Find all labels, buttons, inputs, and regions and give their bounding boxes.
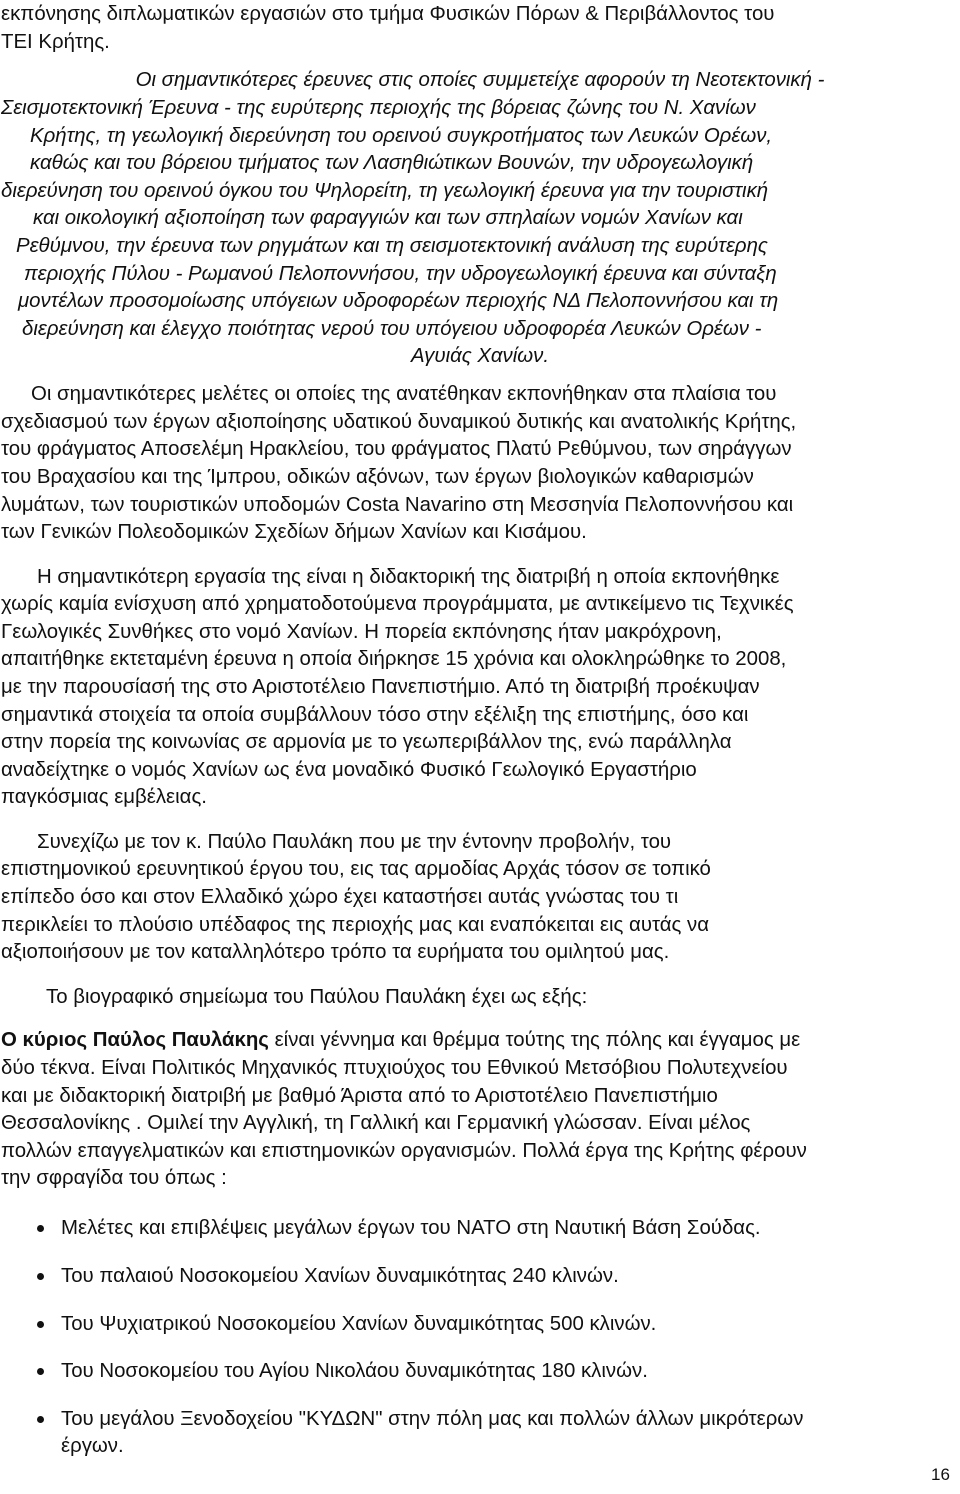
text-line: αναδείχτηκε ο νομός Χανίων ως ένα μοναδικό Φυσικό Γεωλογικό Εργαστήριο	[1, 759, 697, 781]
bullet-icon	[37, 1321, 44, 1328]
text-line: απαιτήθηκε εκτεταμένη έρευνα η οποία διήρκησε 15 χρόνια και ολοκληρώθηκε το 2008,	[1, 648, 787, 670]
text-line: καθώς και του βόρειου τμήματος των Λασηθιώτικων Βουνών, την υδρογεωλογική	[30, 152, 754, 174]
text-line: μοντέλων προσομοίωσης υπόγειων υδροφορέων περιοχής ΝΔ Πελοποννήσου και τη	[18, 290, 779, 312]
text-line: του φράγματος Αποσελέμη Ηρακλείου, του φράγματος Πλατύ Ρεθύμνου, των σηράγγων	[1, 438, 792, 460]
text-line: Το βιογραφικό σημείωμα του Παύλου Παυλάκη έχει ως εξής:	[46, 986, 588, 1008]
text-line: σημαντικά στοιχεία τα οποία συμβάλλουν τόσο στην εξέλιξη της επιστήμης, όσο και	[1, 704, 749, 726]
text-line: διερεύνηση και έλεγχο ποιότητας νερού του υπόγειου υδροφορέα Λευκών Ορέων -	[22, 318, 762, 340]
text-line: ΤΕΙ Κρήτης.	[1, 31, 110, 53]
text-line: επίπεδο όσο και στον Ελλαδικό χώρο έχει καταστήσει αυτάς γνώστας του τι	[1, 886, 679, 908]
text-line: του Βραχασίου και της Ίμπρου, οδικών αξόνων, των έργων βιολογικών καθαρισμών	[1, 466, 754, 488]
text-line: Κρήτης, τη γεωλογική διερεύνηση του ορεινού συγκροτήματος των Λευκών Ορέων,	[30, 125, 773, 147]
text-line: και με διδακτορική διατριβή με βαθμό Άριστα από το Αριστοτέλειο Πανεπιστήμιο	[1, 1085, 718, 1107]
text-line: Ρεθύμνου, την έρευνα των ρηγμάτων και τη σεισμοτεκτονική ανάλυση της ευρύτερης	[16, 235, 768, 257]
bullet-icon	[37, 1368, 44, 1375]
text-line: αξιοποιήσουν με τον καταλληλότερο τρόπο τα ευρήματα του ομιλητού μας.	[1, 941, 670, 963]
list-item-continuation: έργων.	[61, 1435, 124, 1457]
text-line: των Γενικών Πολεοδομικών Σχεδίων δήμων Χανίων και Κισάμου.	[1, 521, 587, 543]
list-item: Του Νοσοκομείου του Αγίου Νικολάου δυναμικότητας 180 κλινών.	[61, 1360, 648, 1382]
bullet-icon	[37, 1273, 44, 1280]
list-item: Του Ψυχιατρικού Νοσοκομείου Χανίων δυναμικότητας 500 κλινών.	[61, 1313, 657, 1335]
page-number: 16	[931, 1465, 950, 1484]
text-line: Η σημαντικότερη εργασία της είναι η διδακτορική της διατριβή η οποία εκπονήθηκε	[37, 566, 780, 588]
text-line: περιοχής Πύλου - Ρωμανού Πελοποννήσου, την υδρογεωλογική έρευνα και σύνταξη	[24, 263, 777, 285]
text-line: λυμάτων, των τουριστικών υποδομών Costa Navarino στη Μεσσηνία Πελοποννήσου και	[1, 494, 794, 516]
text-line: την σφραγίδα του όπως :	[1, 1167, 227, 1189]
text-line: Αγυιάς Χανίων.	[410, 345, 550, 367]
list-item: Του παλαιού Νοσοκομείου Χανίων δυναμικότητας 240 κλινών.	[61, 1265, 619, 1287]
text-line: Γεωλογικές Συνθήκες στο νομό Χανίων. Η πορεία εκπόνησης ήταν μακρόχρονη,	[1, 621, 722, 643]
text-line: Οι σημαντικότερες έρευνες στις οποίες συμμετείχε αφορούν τη Νεοτεκτονική -	[135, 69, 825, 91]
bold-name: Ο κύριος Παύλος Παυλάκης	[1, 1029, 269, 1051]
text-line: παγκόσμιας εμβέλειας.	[1, 786, 207, 808]
text-span: είναι γέννημα και θρέμμα τούτης της πόλης και έγγαμος με	[268, 1029, 801, 1051]
text-line: εκπόνησης διπλωματικών εργασιών στο τμήμα Φυσικών Πόρων & Περιβάλλοντος του	[1, 3, 775, 25]
text-line: Οι σημαντικότερες μελέτες οι οποίες της ανατέθηκαν εκπονήθηκαν στα πλαίσια του	[31, 383, 777, 405]
text-line: επιστημονικού ερευνητικού έργου του, εις τας αρμοδίας Αρχάς τόσον σε τοπικό	[1, 858, 711, 880]
bullet-icon	[37, 1225, 44, 1232]
text-line: πολλών επαγγελματικών και επιστημονικών οργανισμών. Πολλά έργα της Κρήτης φέρουν	[1, 1140, 807, 1162]
text-line: δύο τέκνα. Είναι Πολιτικός Μηχανικός πτυχιούχος του Εθνικού Μετσόβιου Πολυτεχνείου	[1, 1057, 788, 1079]
bullet-icon	[37, 1416, 44, 1423]
text-line: με την παρουσίασή της στο Αριστοτέλειο Πανεπιστήμιο. Από τη διατριβή προέκυψαν	[1, 676, 760, 698]
text-line	[1, 1026, 800, 1054]
text-line: διερεύνηση του ορεινού όγκου του Ψηλορείτη, τη γεωλογική έρευνα για την τουριστική	[1, 180, 769, 202]
text-line: Θεσσαλονίκης . Ομιλεί την Αγγλική, τη Γαλλική και Γερμανική γλώσσαν. Είναι μέλος	[1, 1112, 751, 1134]
text-line: και οικολογική αξιοποίηση των φαραγγιών και των σπηλαίων νομών Χανίων και	[33, 207, 743, 229]
text-line: χωρίς καμία ενίσχυση από χρηματοδοτούμενα προγράμματα, με αντικείμενο τις Τεχνικές	[1, 593, 794, 615]
list-item: Μελέτες και επιβλέψεις μεγάλων έργων του ΝΑΤΟ στη Ναυτική Βάση Σούδας.	[61, 1217, 761, 1239]
text-line: στην πορεία της κοινωνίας σε αρμονία με το γεωπεριβάλλον της, ενώ παράλληλα	[1, 731, 732, 753]
text-line: Συνεχίζω με τον κ. Παύλο Παυλάκη που με την έντονην προβολήν, του	[37, 831, 672, 853]
text-line: Σεισμοτεκτονική Έρευνα - της ευρύτερης περιοχής της βόρειας ζώνης του Ν. Χανίων	[1, 97, 756, 119]
text-line: περικλείει το πλούσιο υπέδαφος της περιοχής μας και εναπόκειται εις αυτάς να	[1, 914, 710, 936]
text-line: σχεδιασμού των έργων αξιοποίησης υδατικού δυναμικού δυτικής και ανατολικής Κρήτης,	[1, 411, 797, 433]
list-item: Του μεγάλου Ξενοδοχείου "ΚΥΔΩΝ" στην πόλη μας και πολλών άλλων μικρότερων	[61, 1408, 804, 1430]
